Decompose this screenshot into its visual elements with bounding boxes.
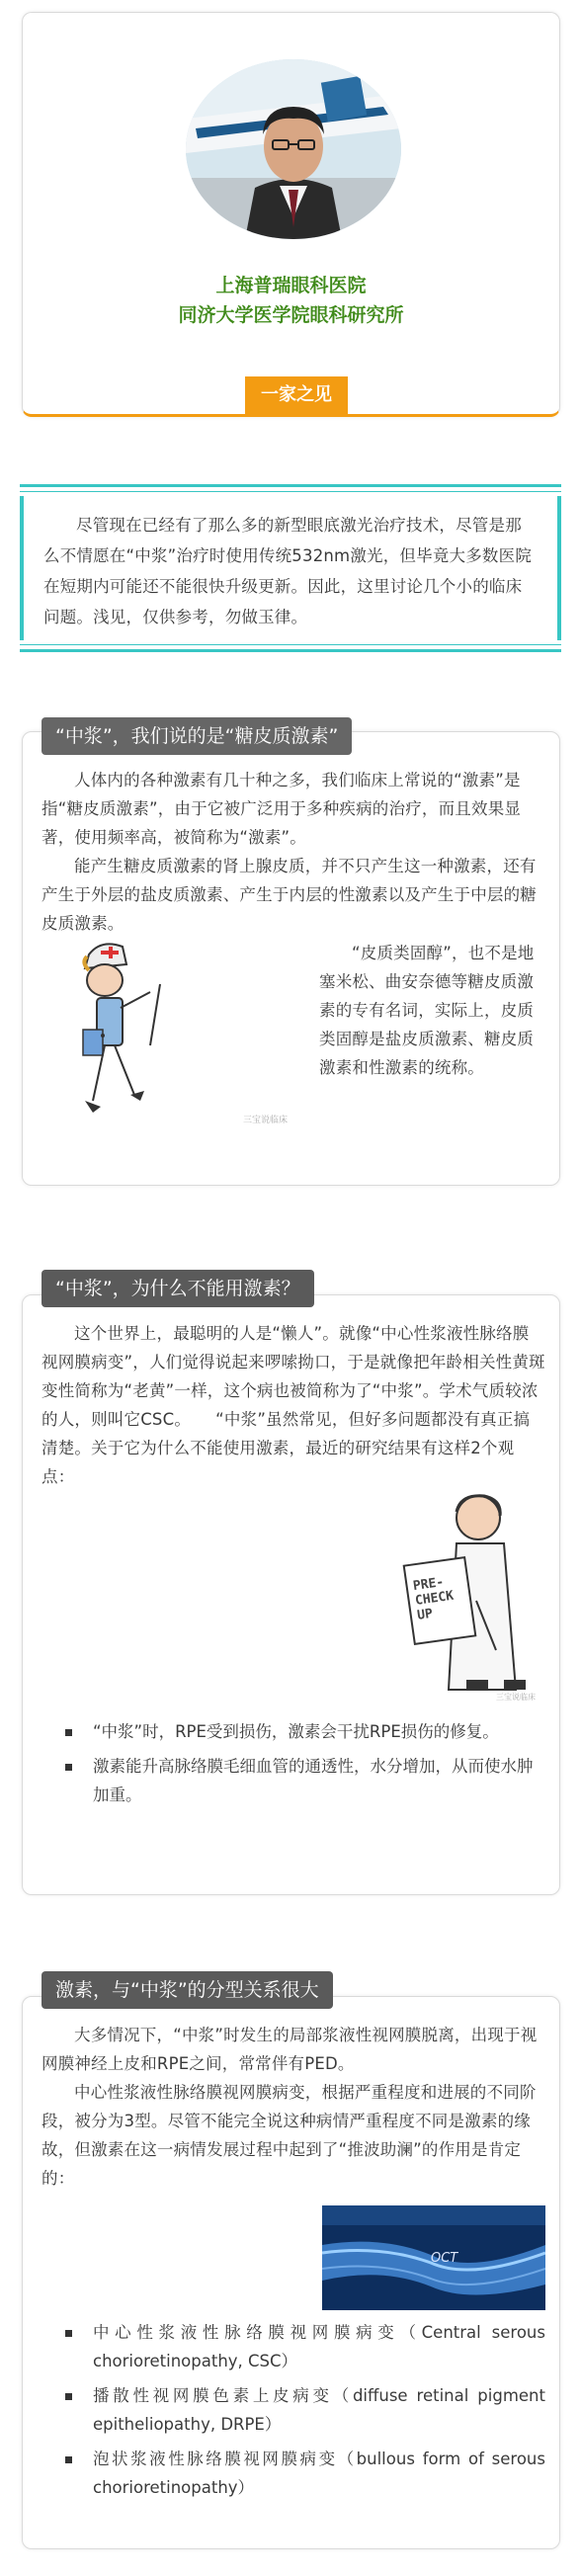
header-tag-button[interactable] — [245, 376, 348, 414]
section2-bullet-list — [42, 1717, 545, 1815]
section1-side-text — [319, 939, 539, 1082]
section1-title: “中浆”，我们说的是“糖皮质激素” — [42, 717, 352, 755]
section3-bullet-2: 播散性视网膜色素上皮病变（diffuse retinal pigment epitheliopathy, DRPE） — [42, 2381, 545, 2439]
section3-title: 激素，与“中浆”的分型关系很大 — [42, 1971, 333, 2009]
doctor-illustration-caption: 三宝说临床 — [496, 1693, 536, 1702]
section3-body — [42, 2021, 545, 2193]
section3-bullet-list — [42, 2318, 545, 2508]
intro-box — [20, 496, 561, 640]
nurse-illustration-caption: 三宝说临床 — [243, 1116, 289, 1125]
doctor-illustration — [387, 1492, 545, 1704]
section2-body — [42, 1319, 545, 1491]
section3-bullet-1: 中心性浆液性脉络膜视网膜病变（Central serous chorioretinopathy, CSC） — [42, 2318, 545, 2375]
nurse-illustration-image — [61, 937, 298, 1139]
section2-bullet-2: 激素能升高脉络膜毛细血管的通透性，水分增加，从而使水肿加重。 — [42, 1752, 545, 1809]
oct-scan-image — [322, 2205, 545, 2310]
header-card — [22, 12, 560, 417]
section3-paragraph-1: 大多情况下，“中浆”时发生的局部浆液性视网膜脱离，出现于视网膜神经上皮和RPE之间，常常伴有PED。 — [42, 2026, 538, 2073]
section1-paragraph-1: 人体内的各种激素有几十种之多，我们临床上常说的“激素”是指“糖皮质激素”，由于它被广泛用于多种疾病的治疗，而且效果显著，使用频率高，被简称为“激素”。 — [42, 771, 522, 847]
section3-bullet-3: 泡状浆液性脉络膜视网膜病变（bullous form of serous chorioretinopathy） — [42, 2445, 545, 2502]
section2-title: “中浆”，为什么不能用激素？ — [42, 1270, 314, 1307]
doctor-illustration-text: PRE-CHECK UP — [412, 1574, 456, 1623]
section2-bullet-1: “中浆”时，RPE受到损伤，激素会干扰RPE损伤的修复。 — [42, 1717, 545, 1746]
nurse-illustration — [61, 937, 298, 1139]
intro-text: 尽管现在已经有了那么多的新型眼底激光治疗技术，尽管是那么不情愿在“中浆”治疗时使用传统532nm激光，但毕竟大多数医院在短期内可能还不能很快升级更新。因此，这里讨论几个小的临床问题。浅见，仅供参考，勿做玉律。 — [43, 516, 533, 626]
intro-top-line-thin — [20, 491, 561, 492]
intro-bottom-line-thin — [20, 644, 561, 645]
doctor-photo-image — [186, 59, 401, 239]
institute-name: 同济大学医学院眼科研究所 — [178, 304, 404, 326]
doctor-photo — [186, 59, 401, 239]
header-tag-label: 一家之见 — [261, 384, 332, 405]
intro-top-line — [20, 484, 561, 487]
hospital-name: 上海普瑞眼科医院 — [215, 275, 367, 296]
oct-scan-label: OCT — [431, 2251, 458, 2266]
section1-body — [42, 766, 541, 938]
section3-paragraph-2: 中心性浆液性脉络膜视网膜病变，根据严重程度和进展的不同阶段，被分为3型。尽管不能完全说这种病情严重程度不同是激素的缘故，但激素在这一病情发展过程中起到了“推波助澜”的作用是肯定的： — [42, 2083, 537, 2188]
section1-paragraph-2: 能产生糖皮质激素的肾上腺皮质，并不只产生这一种激素，还有产生于外层的盐皮质激素、产生于内层的性激素以及产生于中层的糖皮质激素。 — [42, 857, 537, 933]
section2-paragraph-1: 这个世界上，最聪明的人是“懒人”。就像“中心性浆液性脉络膜视网膜病变”，人们觉得说起来啰嗦拗口，于是就像把年龄相关性黄斑变性简称为“老黄”一样，这个病也被简称为了“中浆”。学术气质较浓的人，则叫它CSC。 “中浆”虽然常见，但好多问题都没有真正搞清楚。关于它为什么不能使用激素，最近的研究结果有这样2个观点： — [42, 1324, 545, 1486]
section1-paragraph-3: “皮质类固醇”，也不是地塞米松、曲安奈德等糖皮质激素的专有名词，实际上，皮质类固醇是盐皮质激素、糖皮质激素和性激素的统称。 — [319, 944, 535, 1077]
intro-bottom-line — [20, 649, 561, 652]
